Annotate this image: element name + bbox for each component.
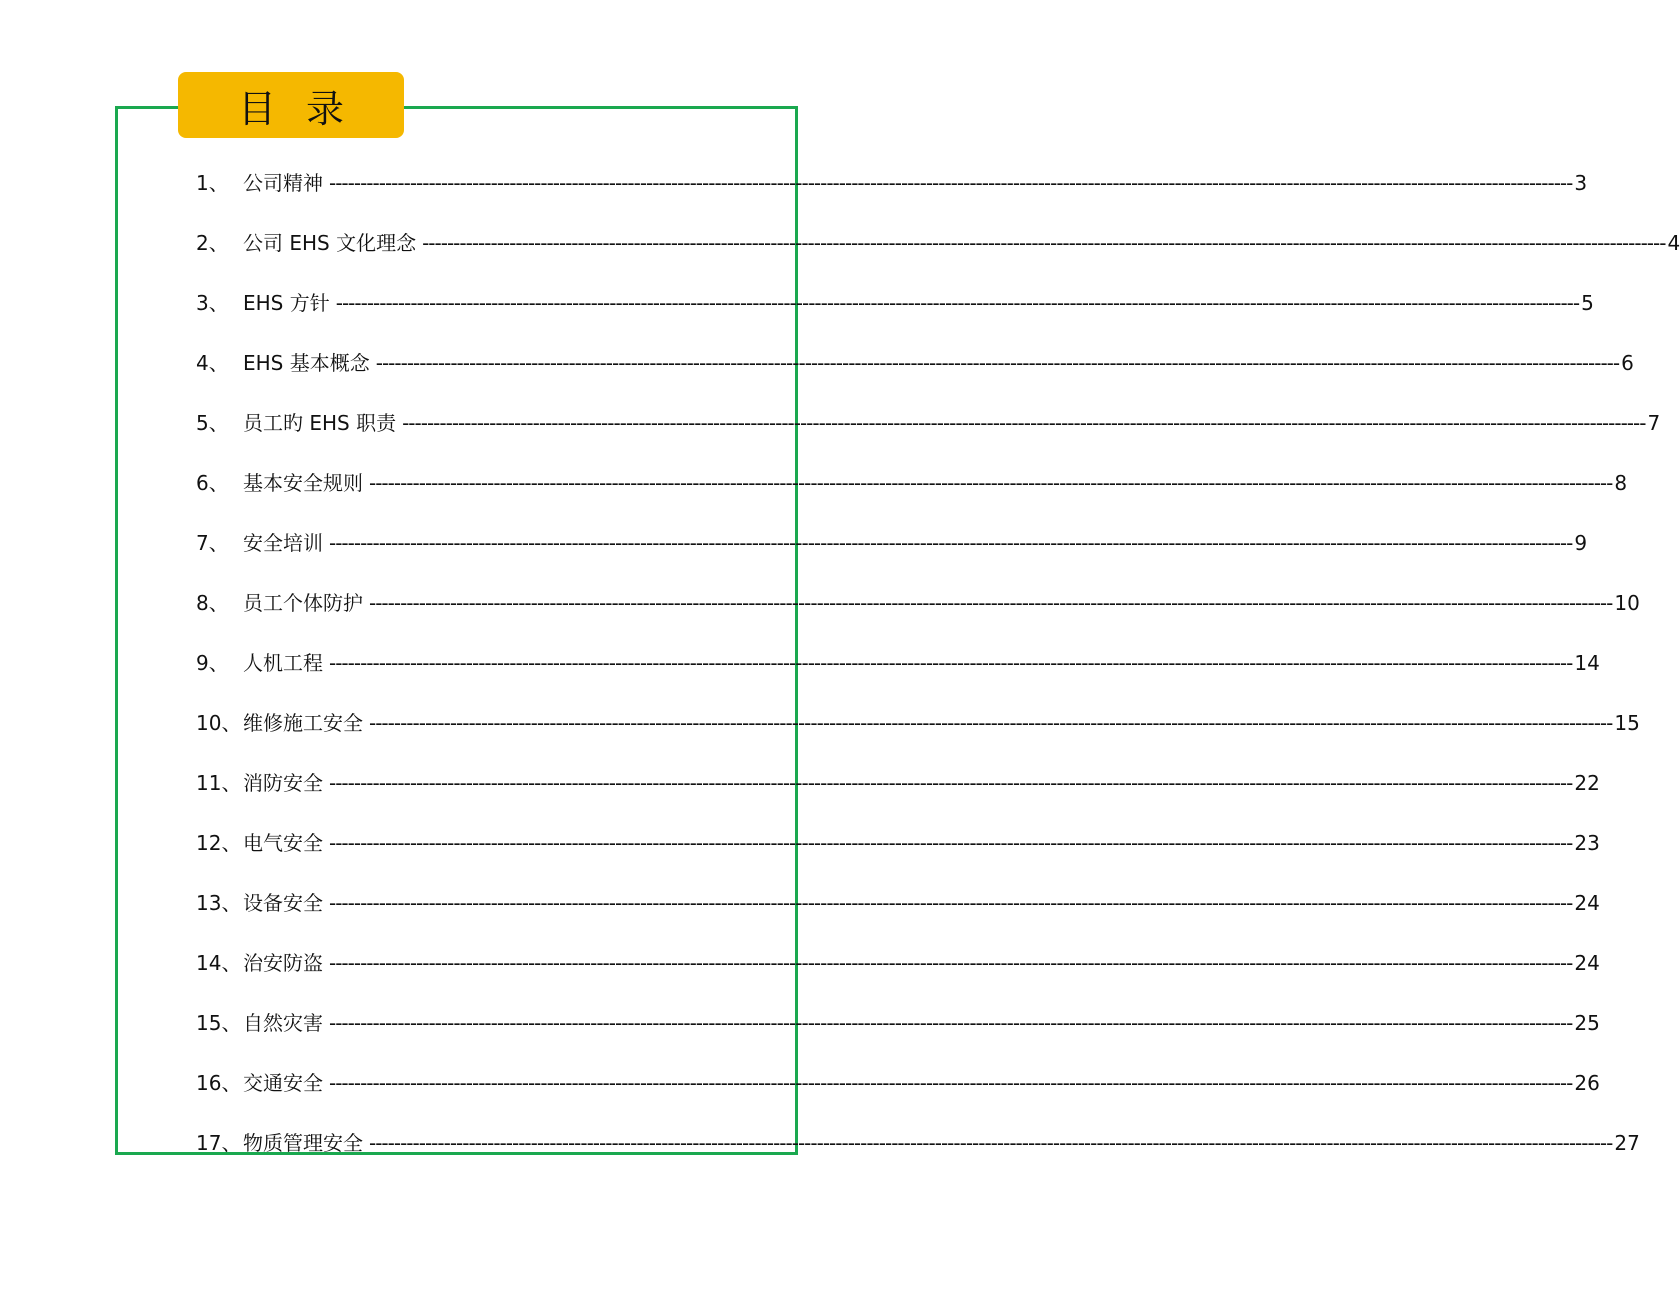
toc-item-page: 26 — [1574, 1071, 1600, 1095]
toc-item-number: 16、 — [196, 1071, 242, 1095]
toc-item-9[interactable] — [196, 646, 1600, 706]
table-of-contents — [196, 166, 1680, 1186]
toc-item-number: 3、 — [196, 291, 229, 315]
toc-item-number: 10、 — [196, 711, 242, 735]
toc-item-page: 5 — [1581, 291, 1594, 315]
toc-item-number: 6、 — [196, 471, 229, 495]
toc-leader: -------------------------------------------------------------------------------------------------------------------------------------------------------------------------------------------------------- — [402, 411, 1646, 435]
title-tab — [178, 72, 404, 138]
toc-item-number: 1、 — [196, 171, 229, 195]
toc-leader: -------------------------------------------------------------------------------------------------------------------------------------------------------------------------------------------------------- — [329, 891, 1573, 915]
toc-item-11[interactable] — [196, 766, 1600, 826]
toc-leader: -------------------------------------------------------------------------------------------------------------------------------------------------------------------------------------------------------- — [329, 771, 1573, 795]
toc-item-page: 24 — [1574, 951, 1600, 975]
toc-leader: -------------------------------------------------------------------------------------------------------------------------------------------------------------------------------------------------------- — [369, 711, 1613, 735]
toc-item-number: 15、 — [196, 1011, 242, 1035]
toc-item-title: 自然灾害 — [243, 1011, 323, 1035]
toc-item-title: 治安防盗 — [243, 951, 323, 975]
toc-item-10[interactable] — [196, 706, 1640, 766]
toc-item-page: 27 — [1614, 1131, 1640, 1155]
toc-item-number: 9、 — [196, 651, 229, 675]
toc-leader: -------------------------------------------------------------------------------------------------------------------------------------------------------------------------------------------------------- — [422, 231, 1666, 255]
toc-item-title: 设备安全 — [243, 891, 323, 915]
toc-item-page: 14 — [1574, 651, 1600, 675]
toc-item-7[interactable] — [196, 526, 1588, 586]
toc-item-title: 公司 EHS 文化理念 — [243, 231, 417, 255]
toc-item-4[interactable] — [196, 346, 1634, 406]
toc-item-14[interactable] — [196, 946, 1600, 1006]
toc-item-title: 公司精神 — [243, 171, 323, 195]
toc-item-number: 11、 — [196, 771, 242, 795]
toc-leader: -------------------------------------------------------------------------------------------------------------------------------------------------------------------------------------------------------- — [369, 1131, 1613, 1155]
toc-item-number: 14、 — [196, 951, 242, 975]
toc-leader: -------------------------------------------------------------------------------------------------------------------------------------------------------------------------------------------------------- — [329, 1071, 1573, 1095]
toc-item-page: 10 — [1614, 591, 1640, 615]
toc-item-page: 23 — [1574, 831, 1600, 855]
toc-leader: -------------------------------------------------------------------------------------------------------------------------------------------------------------------------------------------------------- — [329, 1011, 1573, 1035]
toc-item-title: 消防安全 — [243, 771, 323, 795]
toc-item-number: 7、 — [196, 531, 229, 555]
toc-item-title: 电气安全 — [243, 831, 323, 855]
toc-item-title: 人机工程 — [243, 651, 323, 675]
toc-item-title: 安全培训 — [243, 531, 323, 555]
toc-item-page: 15 — [1614, 711, 1640, 735]
toc-leader: -------------------------------------------------------------------------------------------------------------------------------------------------------------------------------------------------------- — [329, 951, 1573, 975]
toc-item-number: 5、 — [196, 411, 229, 435]
toc-item-number: 8、 — [196, 591, 229, 615]
toc-item-2[interactable] — [196, 226, 1680, 286]
toc-item-17[interactable] — [196, 1126, 1640, 1186]
toc-item-13[interactable] — [196, 886, 1600, 946]
toc-item-1[interactable] — [196, 166, 1588, 226]
toc-item-number: 13、 — [196, 891, 242, 915]
toc-item-title: 交通安全 — [243, 1071, 323, 1095]
toc-item-page: 7 — [1647, 411, 1661, 435]
toc-item-12[interactable] — [196, 826, 1600, 886]
toc-leader: -------------------------------------------------------------------------------------------------------------------------------------------------------------------------------------------------------- — [369, 471, 1613, 495]
toc-leader: -------------------------------------------------------------------------------------------------------------------------------------------------------------------------------------------------------- — [329, 171, 1573, 195]
toc-item-3[interactable] — [196, 286, 1594, 346]
page-title: 目录 — [237, 86, 374, 131]
toc-item-page: 6 — [1621, 351, 1634, 375]
toc-item-6[interactable] — [196, 466, 1628, 526]
toc-item-title: 物质管理安全 — [243, 1131, 363, 1155]
toc-item-page: 4 — [1667, 231, 1680, 255]
toc-item-page: 24 — [1574, 891, 1600, 915]
toc-item-page: 25 — [1574, 1011, 1600, 1035]
toc-leader: -------------------------------------------------------------------------------------------------------------------------------------------------------------------------------------------------------- — [375, 351, 1620, 375]
toc-item-number: 2、 — [196, 231, 229, 255]
toc-item-title: 员工旳 EHS 职责 — [243, 411, 397, 435]
toc-leader: -------------------------------------------------------------------------------------------------------------------------------------------------------------------------------------------------------- — [329, 831, 1573, 855]
toc-leader: -------------------------------------------------------------------------------------------------------------------------------------------------------------------------------------------------------- — [369, 591, 1613, 615]
toc-item-page: 8 — [1614, 471, 1628, 495]
toc-item-title: 维修施工安全 — [243, 711, 363, 735]
toc-item-number: 4、 — [196, 351, 229, 375]
toc-item-title: EHS 方针 — [243, 291, 330, 315]
toc-item-page: 22 — [1574, 771, 1600, 795]
toc-item-5[interactable] — [196, 406, 1661, 466]
toc-item-16[interactable] — [196, 1066, 1600, 1126]
toc-item-number: 17、 — [196, 1131, 242, 1155]
toc-leader: -------------------------------------------------------------------------------------------------------------------------------------------------------------------------------------------------------- — [335, 291, 1580, 315]
toc-item-title: 员工个体防护 — [243, 591, 363, 615]
toc-item-15[interactable] — [196, 1006, 1600, 1066]
toc-item-page: 3 — [1574, 171, 1588, 195]
toc-leader: -------------------------------------------------------------------------------------------------------------------------------------------------------------------------------------------------------- — [329, 531, 1573, 555]
toc-leader: -------------------------------------------------------------------------------------------------------------------------------------------------------------------------------------------------------- — [329, 651, 1573, 675]
toc-item-8[interactable] — [196, 586, 1640, 646]
toc-item-title: EHS 基本概念 — [243, 351, 370, 375]
toc-item-number: 12、 — [196, 831, 242, 855]
toc-item-title: 基本安全规则 — [243, 471, 363, 495]
toc-item-page: 9 — [1574, 531, 1588, 555]
